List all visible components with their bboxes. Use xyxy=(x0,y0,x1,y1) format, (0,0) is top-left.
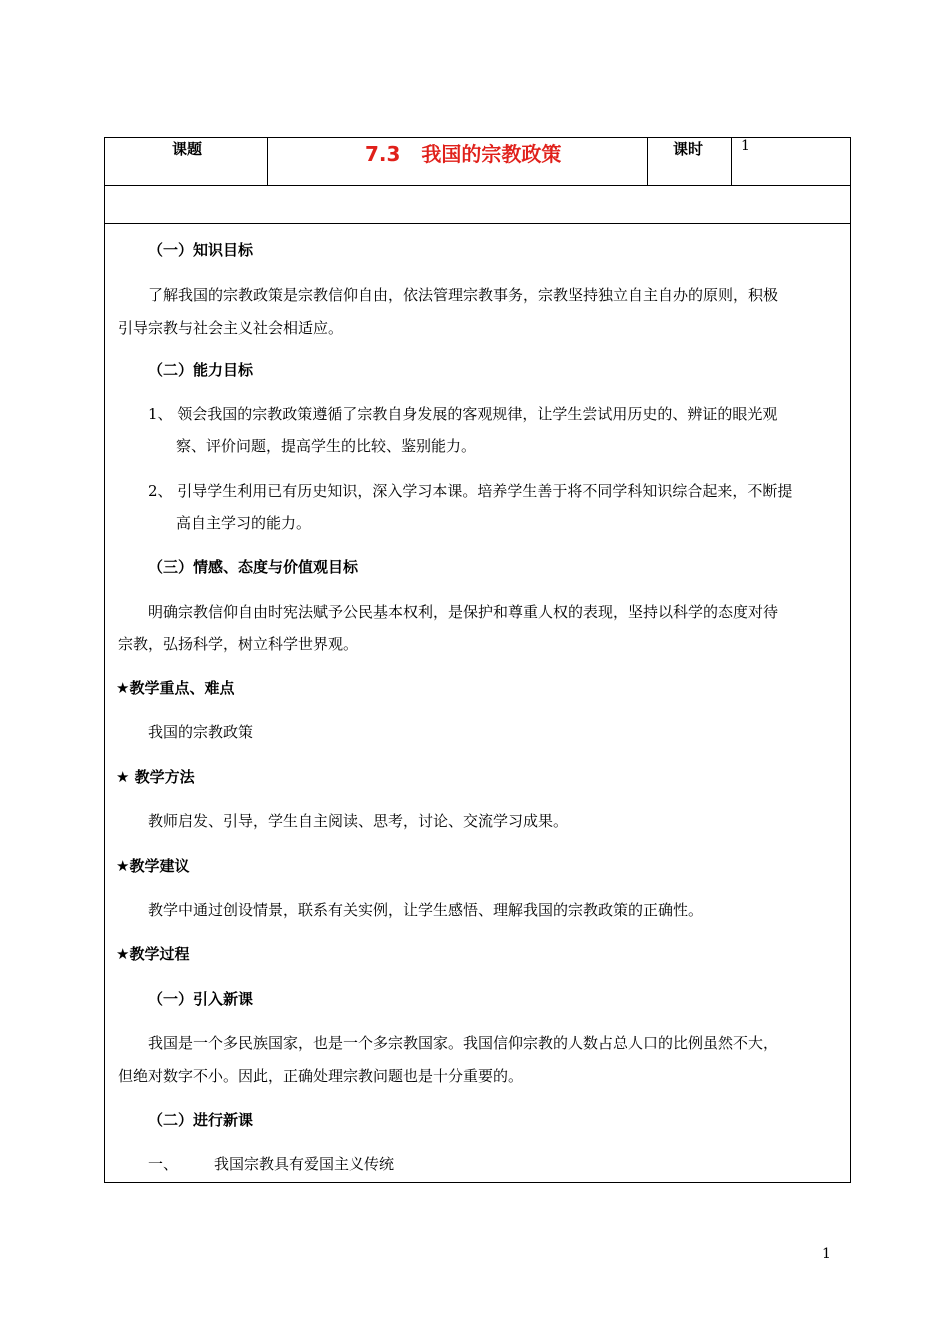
header-divider xyxy=(647,138,648,186)
paragraph-line: 宗教，弘扬科学，树立科学世界观。 xyxy=(118,635,359,653)
header-divider xyxy=(267,138,268,186)
list-item-line: 2、 引导学生利用已有历史知识，深入学习本课。培养学生善于将不同学科知识综合起来，不断提 xyxy=(148,482,793,500)
method-text: 教师启发、引导，学生自主阅读、思考，讨论、交流学习成果。 xyxy=(148,812,569,830)
intro-heading: （一）引入新课 xyxy=(148,990,254,1008)
process-heading: ★教学过程 xyxy=(116,945,190,963)
blank-row xyxy=(105,186,850,224)
focus-heading: ★教学重点、难点 xyxy=(116,679,235,697)
advice-heading: ★教学建议 xyxy=(116,857,190,875)
list-item-number: 一、 xyxy=(148,1155,179,1173)
emotion-heading: （三）情感、态度与价值观目标 xyxy=(148,558,359,576)
list-item-line: 高自主学习的能力。 xyxy=(176,514,312,532)
header-divider xyxy=(731,138,732,186)
header-row xyxy=(105,138,850,186)
list-item-text: 我国宗教具有爱国主义传统 xyxy=(214,1155,395,1173)
advice-text: 教学中通过创设情景，联系有关实例，让学生感悟、理解我国的宗教政策的正确性。 xyxy=(148,901,704,919)
new-lesson-heading: （二）进行新课 xyxy=(148,1111,254,1129)
lesson-title: 7.3 我国的宗教政策 xyxy=(365,142,562,166)
paragraph-line: 了解我国的宗教政策是宗教信仰自由，依法管理宗教事务，宗教坚持独立自主自办的原则，积极 xyxy=(148,286,779,304)
focus-text: 我国的宗教政策 xyxy=(148,723,254,741)
paragraph-line: 引导宗教与社会主义社会相适应。 xyxy=(118,319,344,337)
period-value: 1 xyxy=(741,138,750,154)
period-label: 课时 xyxy=(673,140,704,158)
list-item-line: 1、 领会我国的宗教政策遵循了宗教自身发展的客观规律，让学生尝试用历史的、辨证的眼光观 xyxy=(148,405,778,423)
list-item-line: 察、评价问题，提高学生的比较、鉴别能力。 xyxy=(176,437,477,455)
ability-heading: （二）能力目标 xyxy=(148,361,254,379)
knowledge-heading: （一）知识目标 xyxy=(148,241,254,259)
method-heading: ★ 教学方法 xyxy=(116,768,195,786)
topic-label: 课题 xyxy=(172,140,203,158)
paragraph-line: 但绝对数字不小。因此，正确处理宗教问题也是十分重要的。 xyxy=(118,1067,524,1085)
paragraph-line: 我国是一个多民族国家，也是一个多宗教国家。我国信仰宗教的人数占总人口的比例虽然不大， xyxy=(148,1034,779,1052)
paragraph-line: 明确宗教信仰自由时宪法赋予公民基本权利，是保护和尊重人权的表现，坚持以科学的态度对待 xyxy=(148,603,779,621)
page-number: 1 xyxy=(822,1246,831,1262)
